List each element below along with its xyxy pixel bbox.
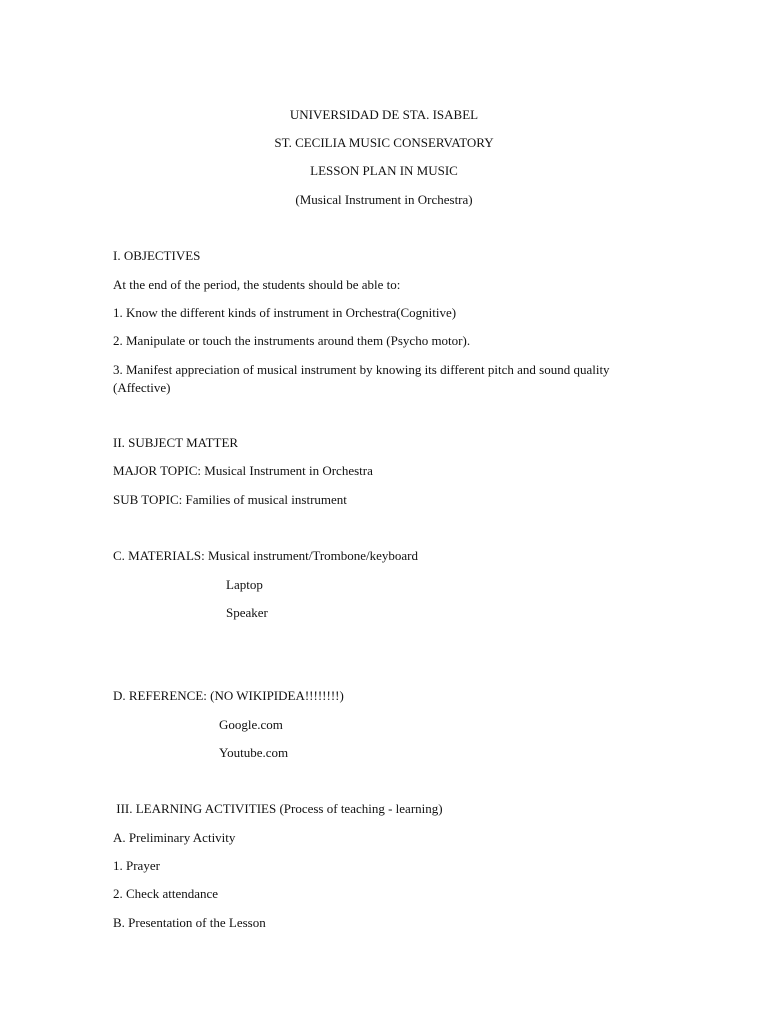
lesson-plan-subtitle: (Musical Instrument in Orchestra) <box>295 192 473 207</box>
reference-item: Youtube.com <box>219 745 289 760</box>
major-topic: MAJOR TOPIC: Musical Instrument in Orchestra <box>113 463 373 478</box>
activity-step: 1. Prayer <box>113 858 160 873</box>
preliminary-activity: A. Preliminary Activity <box>113 830 236 845</box>
objective-item: 2. Manipulate or touch the instruments around them (Psycho motor). <box>113 333 471 348</box>
reference-item: Google.com <box>219 717 283 732</box>
university-name: UNIVERSIDAD DE STA. ISABEL <box>289 107 479 122</box>
reference-label: D. REFERENCE: (NO WIKIPIDEA!!!!!!!!) <box>113 688 344 703</box>
learning-activities-heading: III. LEARNING ACTIVITIES (Process of teaching - learning) <box>113 801 443 816</box>
lesson-plan-title: LESSON PLAN IN MUSIC <box>310 163 458 178</box>
objective-item: 3. Manifest appreciation of musical instrument by knowing its different pitch and sound quality (Affective) <box>113 362 610 395</box>
material-item: Laptop <box>226 577 263 592</box>
conservatory-name: ST. CECILIA MUSIC CONSERVATORY <box>274 135 494 150</box>
objectives-heading: I. OBJECTIVES <box>113 248 201 263</box>
objective-item: 1. Know the different kinds of instrument in Orchestra(Cognitive) <box>113 305 457 320</box>
sub-topic: SUB TOPIC: Families of musical instrument <box>113 492 347 507</box>
presentation-of-lesson: B. Presentation of the Lesson <box>113 915 266 930</box>
subject-matter-heading: II. SUBJECT MATTER <box>113 435 239 450</box>
objectives-intro: At the end of the period, the students should be able to: <box>113 277 401 292</box>
activity-step: 2. Check attendance <box>113 886 219 901</box>
material-item: Speaker <box>226 605 268 620</box>
materials-label: C. MATERIALS: Musical instrument/Trombone/keyboard <box>113 548 419 563</box>
